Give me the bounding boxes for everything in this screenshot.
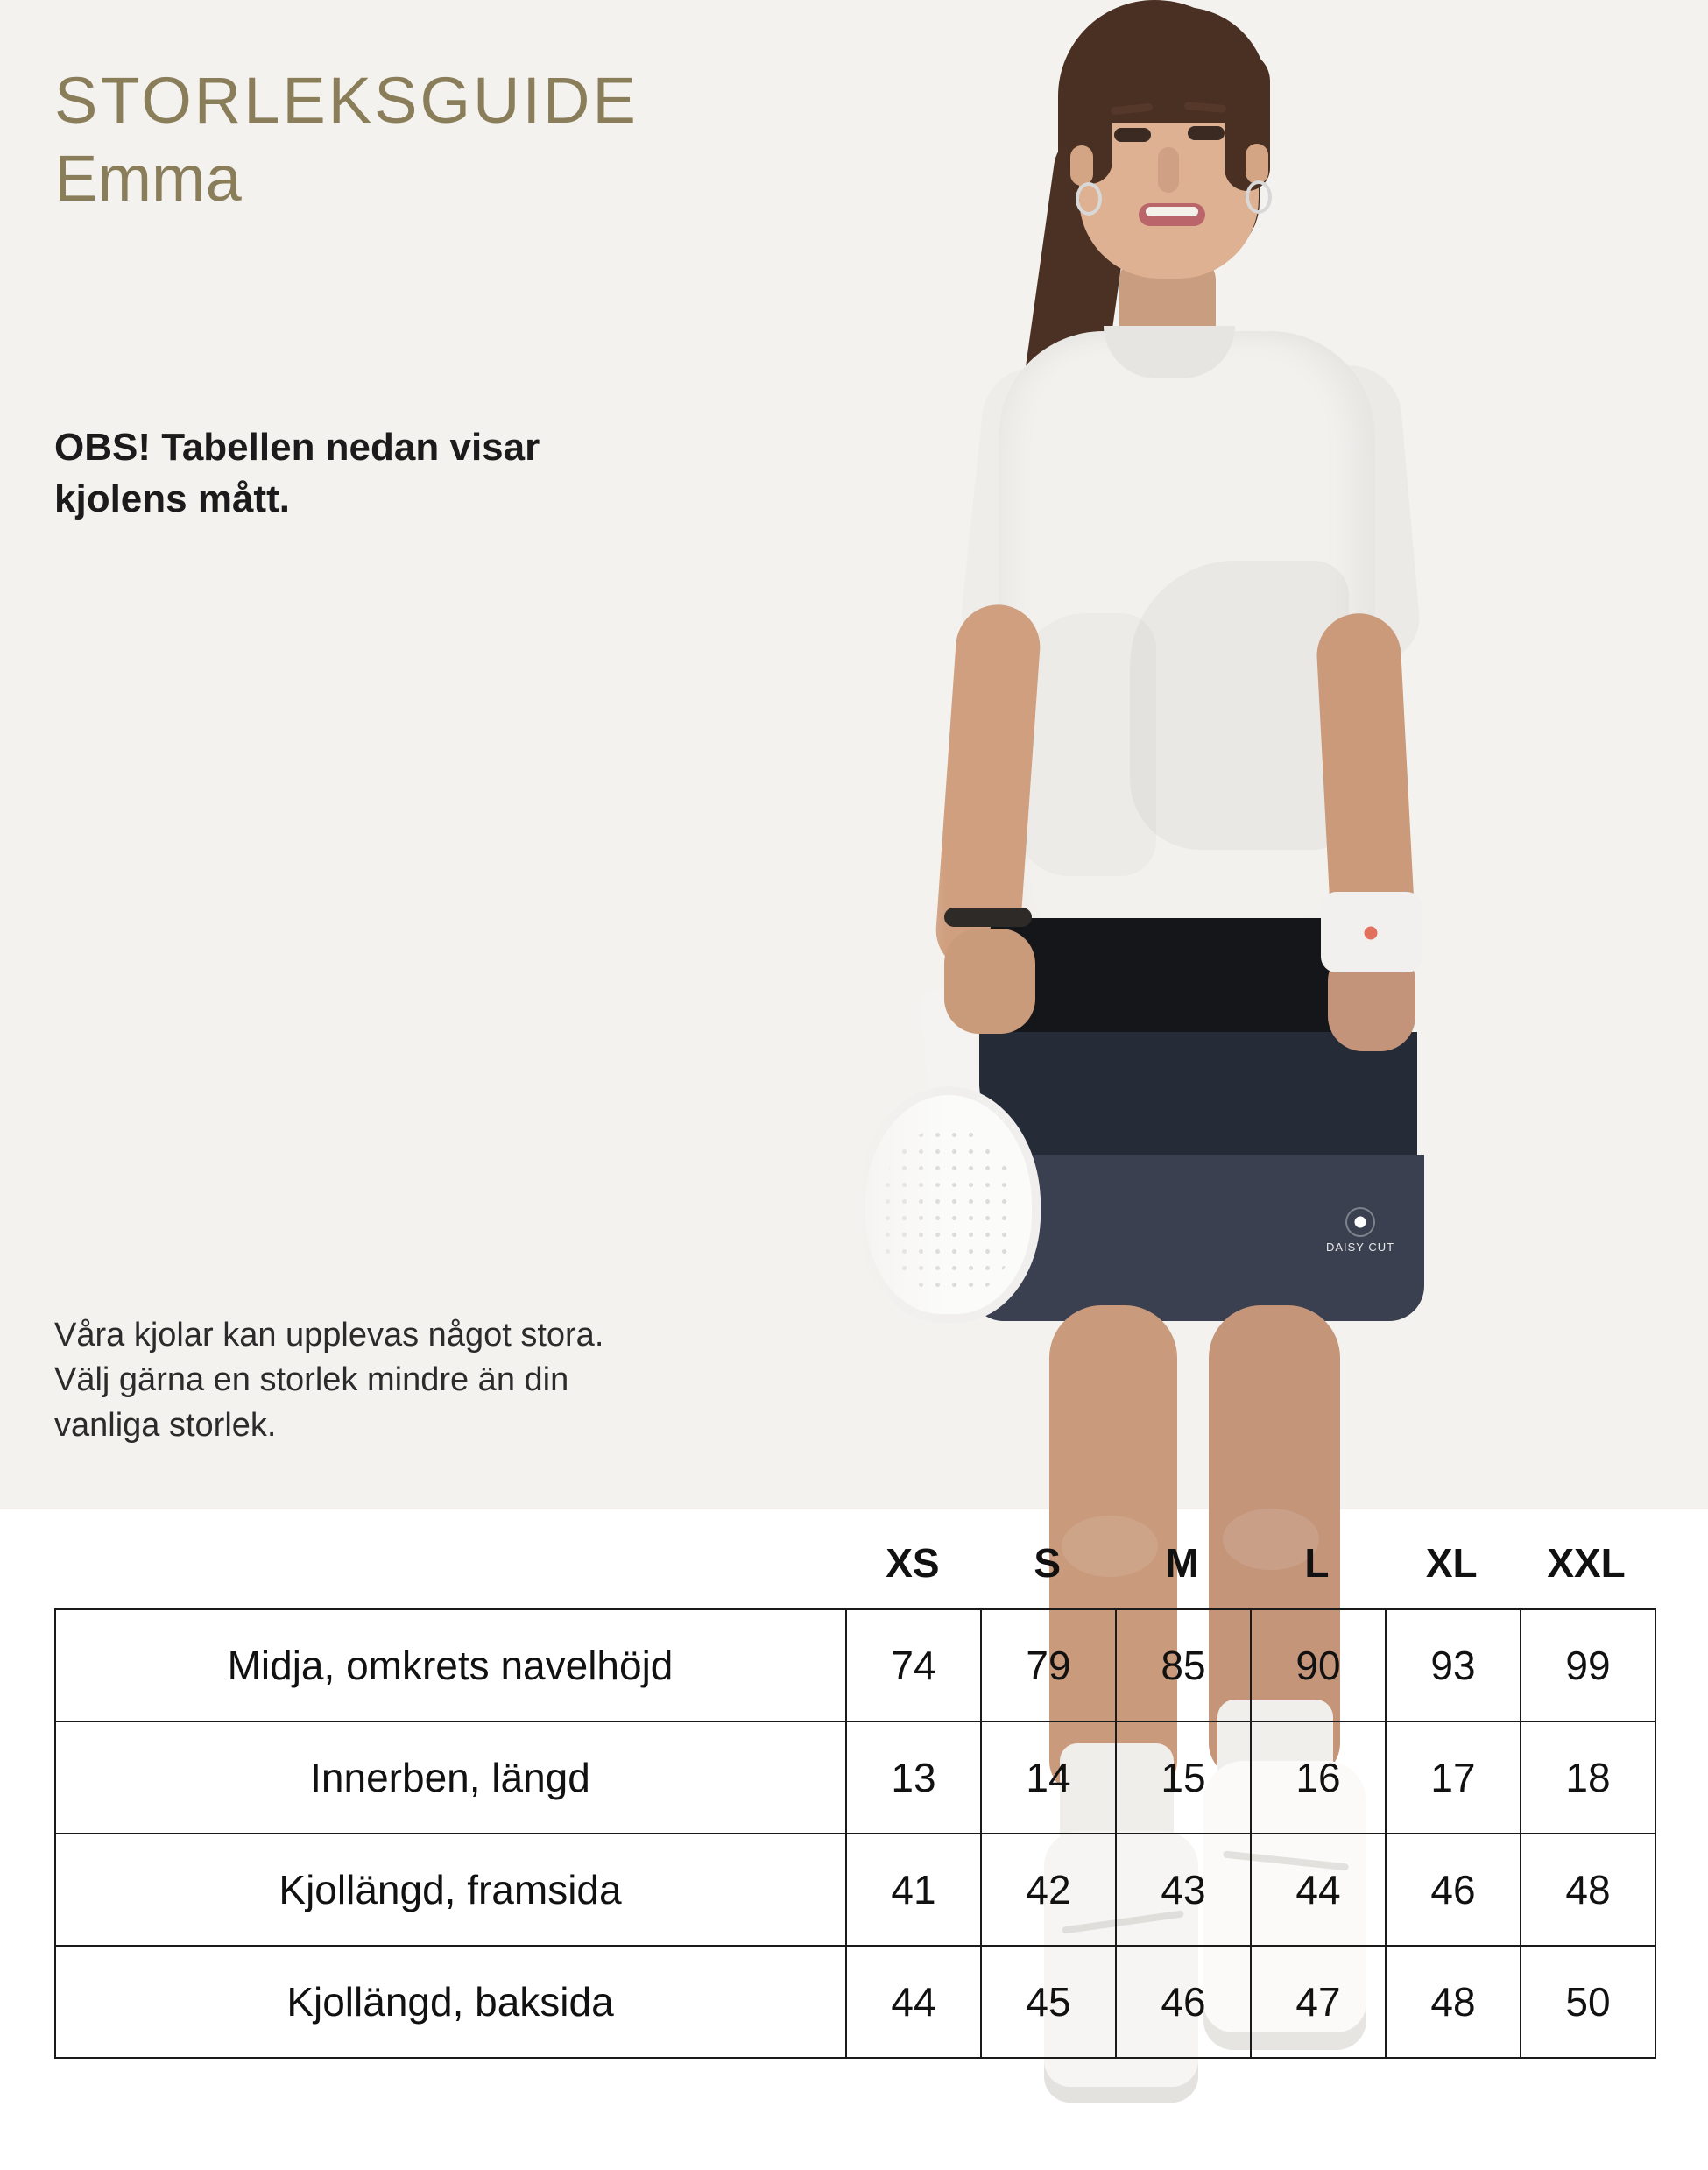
cell-skirt-back-xs: 44 [846,1946,981,2058]
cell-skirt-front-s: 42 [981,1834,1116,1946]
cell-skirt-front-xl: 46 [1386,1834,1521,1946]
earring-left [1076,182,1102,216]
shirt-shading-a [1130,561,1349,850]
cell-skirt-back-xl: 48 [1386,1946,1521,2058]
size-header-spacer [54,1526,845,1600]
nose-shape [1158,147,1179,193]
table-row [55,1609,1655,1721]
cell-inseam-m: 15 [1116,1721,1251,1834]
bracelet [944,908,1032,927]
fineprint-text [54,1314,930,1447]
cell-skirt-back-xxl: 50 [1521,1946,1655,2058]
skort-panel-middle [979,1032,1417,1155]
cell-inseam-xs: 13 [846,1721,981,1834]
size-table-header [54,1526,1654,1600]
fineprint-line-2: Välj gärna en storlek mindre än din [54,1361,569,1399]
cell-skirt-front-xs: 41 [846,1834,981,1946]
cell-inseam-l: 16 [1251,1721,1386,1834]
row-label-skirt-back: Kjollängd, baksida [55,1946,846,2058]
brand-logo [1312,1207,1408,1277]
notice-text [54,422,825,525]
cell-waist-xs: 74 [846,1609,981,1721]
size-header-xl: XL [1425,1540,1478,1586]
cell-inseam-xxl: 18 [1521,1721,1655,1834]
table-row [55,1834,1655,1946]
ear-left [1070,145,1093,186]
row-label-skirt-front: Kjollängd, framsida [55,1834,846,1946]
notice-line-2: kjolens mått. [54,477,290,520]
earring-right [1246,180,1272,214]
ear-right [1246,144,1268,184]
size-header-l: L [1304,1540,1330,1586]
fineprint-line-3: vanliga storlek. [54,1406,277,1444]
fineprint-line-1: Våra kjolar kan upplevas något stora. [54,1317,604,1354]
size-header-xxl: XXL [1547,1540,1626,1586]
size-header-s: S [1034,1540,1062,1586]
cell-skirt-back-m: 46 [1116,1946,1251,2058]
eye-left [1114,128,1151,142]
cell-waist-s: 79 [981,1609,1116,1721]
teeth-shape [1146,207,1198,216]
table-row [55,1946,1655,2058]
eye-right [1188,126,1225,140]
row-label-inseam: Innerben, längd [55,1721,846,1834]
title-subtitle: Emma [54,142,242,215]
size-header-xs: XS [886,1540,940,1586]
title-main: STORLEKSGUIDE [54,64,639,137]
row-label-waist: Midja, omkrets navelhöjd [55,1609,846,1721]
size-header-m: M [1165,1540,1199,1586]
table-row [55,1721,1655,1834]
wristband-daisy-icon [1356,918,1386,948]
cell-skirt-front-xxl: 48 [1521,1834,1655,1946]
cell-skirt-back-l: 47 [1251,1946,1386,2058]
cell-inseam-s: 14 [981,1721,1116,1834]
cell-waist-m: 85 [1116,1609,1251,1721]
photo-left-fade [841,0,946,1509]
cell-waist-l: 90 [1251,1609,1386,1721]
cell-inseam-xl: 17 [1386,1721,1521,1834]
cell-skirt-front-m: 43 [1116,1834,1251,1946]
daisy-icon [1345,1207,1375,1237]
page-title [54,64,930,220]
measurements-table [54,1608,1656,2059]
hand-left [944,929,1035,1034]
cell-skirt-back-s: 45 [981,1946,1116,2058]
brand-logo-text: DAISY CUT [1325,1241,1395,1254]
cell-waist-xxl: 99 [1521,1609,1655,1721]
cell-skirt-front-l: 44 [1251,1834,1386,1946]
cell-waist-xl: 93 [1386,1609,1521,1721]
notice-line-1: OBS! Tabellen nedan visar [54,426,540,469]
